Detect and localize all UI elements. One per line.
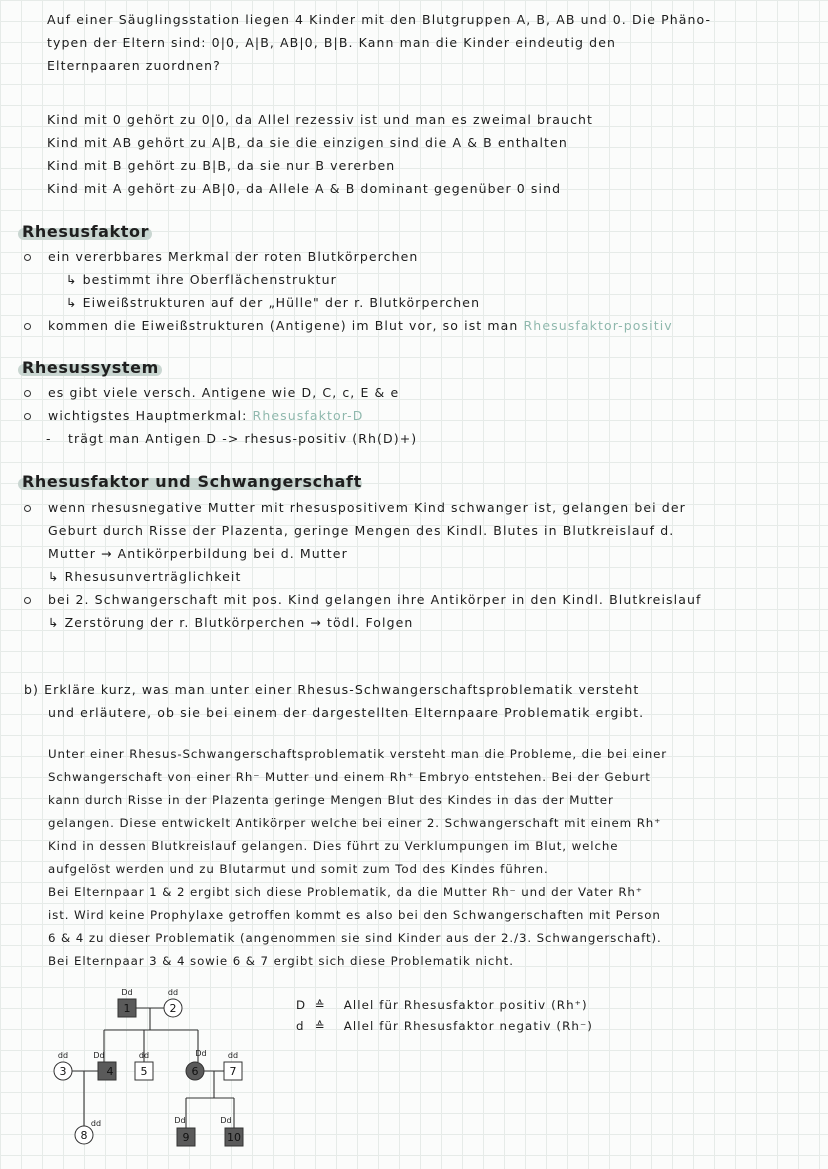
intro-answers: [47, 108, 593, 200]
list-item: es gibt viele versch. Antigene wie D, C, c, E & e: [48, 381, 417, 404]
person-label: 2: [169, 1002, 177, 1015]
text-line: aufgelöst werden und zu Blutarmut und somit zum Tod des Kindes führen.: [48, 862, 549, 876]
legend-text: Allel für Rhesusfaktor positiv (Rh⁺): [343, 998, 588, 1012]
rhesussystem-list: [48, 381, 417, 450]
heading-rhesussystem: Rhesussystem: [22, 358, 159, 377]
legend-eq: ≙: [314, 1019, 326, 1033]
list-item: ↳ bestimmt ihre Oberflächenstruktur: [66, 272, 337, 287]
genotype-label: dd: [138, 1051, 150, 1060]
person-label: 3: [59, 1065, 67, 1078]
text-line: ist. Wird keine Prophylaxe getroffen kommt es also bei den Schwangerschaften mit Person: [48, 908, 661, 922]
legend-eq: ≙: [314, 998, 326, 1012]
person-label: 8: [80, 1129, 88, 1142]
text-line: Bei Elternpaar 3 & 4 sowie 6 & 7 ergibt sich diese Problematik nicht.: [48, 954, 514, 968]
genotype-label: Dd: [93, 1051, 105, 1060]
list-item: ein vererbbares Merkmal der roten Blutkörperchen: [48, 245, 673, 268]
text-line: und erläutere, ob sie bei einem der dargestellten Elternpaare Problematik ergibt.: [48, 705, 645, 720]
legend-item: [296, 995, 593, 1016]
genotype-label: dd: [167, 988, 179, 997]
text-line: Kind mit 0 gehört zu 0|0, da Allel rezessiv ist und man es zweimal braucht: [47, 112, 594, 127]
genotype-label: dd: [227, 1051, 239, 1060]
highlight-term: Rhesusfaktor-D: [252, 408, 364, 423]
intro-question: [47, 8, 711, 77]
genotype-label: Dd: [220, 1116, 232, 1125]
heading-schwangerschaft: Rhesusfaktor und Schwangerschaft: [22, 472, 362, 491]
list-item: ↳ Zerstörung der r. Blutkörperchen → tödl. Folgen: [48, 615, 414, 630]
person-label: 4: [106, 1065, 114, 1078]
text-line: Unter einer Rhesus-Schwangerschaftsproblematik versteht man die Probleme, die bei einer: [48, 747, 668, 761]
text-line: kann durch Risse in der Plazenta geringe Mengen Blut des Kindes in das der Mutter: [48, 793, 614, 807]
schwangerschaft-list: [48, 496, 702, 634]
person-label: 9: [182, 1131, 190, 1144]
text-line: Bei Elternpaar 1 & 2 ergibt sich diese Problematik, da die Mutter Rh⁻ und der Vater Rh⁺: [48, 885, 643, 899]
answer-b: [48, 743, 667, 973]
text-line: Schwangerschaft von einer Rh⁻ Mutter und einem Rh⁺ Embryo entstehen. Bei der Geburt: [48, 770, 651, 784]
text-line: Kind mit A gehört zu AB|0, da Allele A & B dominant gegenüber 0 sind: [47, 181, 562, 196]
person-label: 6: [191, 1065, 199, 1078]
pedigree-chart: [40, 980, 270, 1155]
rhesusfaktor-list: [48, 245, 673, 337]
text-line: Elternpaaren zuordnen?: [47, 58, 221, 73]
genotype-label: Dd: [174, 1116, 186, 1125]
legend-symbol: D: [296, 998, 307, 1012]
list-item: Mutter → Antikörperbildung bei d. Mutter: [48, 546, 348, 561]
person-label: 7: [229, 1065, 237, 1078]
legend-text: Allel für Rhesusfaktor negativ (Rh⁻): [343, 1019, 594, 1033]
list-item: ↳ Rhesusunverträglichkeit: [48, 569, 242, 584]
legend-symbol: d: [296, 1019, 305, 1033]
list-item: ↳ Eiweißstrukturen auf der „Hülle" der r. Blutkörperchen: [66, 295, 481, 310]
list-item: wenn rhesusnegative Mutter mit rhesuspositivem Kind schwanger ist, gelangen bei der: [48, 496, 702, 519]
text-line: Kind mit B gehört zu B|B, da sie nur B vererben: [47, 158, 396, 173]
allele-legend: [296, 995, 593, 1037]
genotype-label: dd: [90, 1119, 102, 1128]
text-line: b) Erkläre kurz, was man unter einer Rhesus-Schwangerschaftsproblematik versteht: [24, 682, 640, 697]
text-line: Auf einer Säuglingsstation liegen 4 Kinder mit den Blutgruppen A, B, AB und 0. Die Phäno-: [47, 12, 712, 27]
list-item: bei 2. Schwangerschaft mit pos. Kind gelangen ihre Antikörper in den Kindl. Blutkreislauf: [48, 588, 702, 611]
highlight-term: Rhesusfaktor-positiv: [523, 318, 673, 333]
text-line: Kind mit AB gehört zu A|B, da sie die einzigen sind die A & B enthalten: [47, 135, 568, 150]
genotype-label: Dd: [195, 1049, 207, 1058]
list-item: kommen die Eiweißstrukturen (Antigene) im Blut vor, so ist man Rhesusfaktor-positiv: [48, 314, 673, 337]
text-line: typen der Eltern sind: 0|0, A|B, AB|0, B|B. Kann man die Kinder eindeutig den: [47, 35, 617, 50]
legend-item: [296, 1016, 593, 1037]
person-label: 10: [227, 1131, 241, 1144]
text-line: gelangen. Diese entwickelt Antikörper welche bei einer 2. Schwangerschaft mit einem Rh⁺: [48, 816, 662, 830]
text-line: 6 & 4 zu dieser Problematik (angenommen sie sind Kinder aus der 2./3. Schwangerschaft).: [48, 931, 662, 945]
text-line: Kind in dessen Blutkreislauf gelangen. Dies führt zu Verklumpungen im Blut, welche: [48, 839, 619, 853]
list-item: wichtigstes Hauptmerkmal: Rhesusfaktor-D: [48, 404, 417, 427]
list-item: Geburt durch Risse der Plazenta, geringe Mengen des Kindl. Blutes in Blutkreislauf d.: [48, 523, 675, 538]
person-label: 5: [140, 1065, 148, 1078]
list-item: - trägt man Antigen D -> rhesus-positiv (Rh(D)+): [46, 431, 418, 446]
person-label: 1: [123, 1002, 131, 1015]
genotype-label: Dd: [121, 988, 133, 997]
heading-rhesusfaktor: Rhesusfaktor: [22, 222, 149, 241]
genotype-label: dd: [57, 1051, 69, 1060]
task-b: [24, 678, 644, 724]
